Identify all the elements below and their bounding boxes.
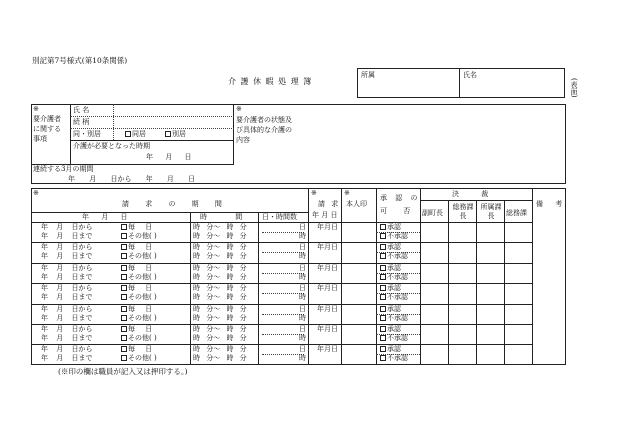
checkbox-icon[interactable] (380, 274, 386, 280)
request-date: 年月日 (317, 325, 338, 333)
approval-header-2: 可 否 (380, 207, 411, 215)
option-every-day[interactable]: 毎 日 (121, 224, 152, 231)
option-every-day[interactable]: 毎 日 (121, 326, 152, 333)
unit-hour: 時 (299, 354, 306, 363)
unit-day: 日 (299, 345, 306, 354)
need-period-date: 年 月 日 (146, 153, 192, 161)
decision-col-dept-head: 所属課長 (480, 203, 502, 220)
decision-header: 決 裁 (452, 190, 489, 198)
self-seal-header: 本人印 (346, 200, 367, 208)
time-range: 時 分～ 時 分 (193, 263, 247, 272)
applicant-state-label-2: び具体的な介護の (236, 126, 292, 134)
checkbox-icon[interactable] (121, 326, 127, 332)
option-other[interactable]: その他( ) (121, 294, 157, 301)
checkbox-icon[interactable] (121, 244, 127, 250)
col-date-header: 年 月 日 (82, 213, 128, 221)
checkbox-icon[interactable] (380, 315, 386, 321)
document-title: 介 護 休 暇 処 理 簿 (228, 77, 313, 86)
unit-day: 日 (299, 223, 306, 231)
time-range: 時 分～ 時 分 (193, 243, 247, 252)
option-every-day[interactable]: 毎 日 (121, 306, 152, 313)
time-range-2: 時 分～ 時 分 (193, 313, 247, 322)
unit-day: 日 (299, 325, 306, 333)
checkbox-icon[interactable] (121, 346, 127, 352)
not-approve-option[interactable]: 不承認 (380, 315, 408, 322)
not-approve-option[interactable]: 不承認 (380, 233, 408, 240)
time-range: 時 分～ 時 分 (193, 304, 247, 313)
approve-option[interactable]: 承認 (380, 306, 401, 313)
unit-day: 日 (299, 304, 306, 313)
self-seal-mark: ※ (344, 189, 350, 197)
row-to-date: 年 月 日まで (41, 272, 93, 281)
approve-option[interactable]: 承認 (380, 224, 401, 231)
col-days-header: 日・時間数 (262, 213, 297, 221)
approve-option[interactable]: 承認 (380, 346, 401, 353)
applicant-name-label: 氏 名 (73, 106, 90, 114)
cohabit-option-separate[interactable]: 別居 (165, 131, 186, 138)
time-range-2: 時 分～ 時 分 (193, 354, 247, 363)
decision-col-general-affairs-head: 総務課長 (452, 203, 474, 220)
table-row (31, 344, 532, 364)
request-date: 年月日 (317, 263, 338, 272)
not-approve-option[interactable]: 不承認 (380, 274, 408, 281)
request-date-header-2: 年 月 日 (312, 211, 338, 219)
unit-hour: 時 (299, 313, 306, 322)
row-from-date: 年 月 日から (41, 223, 93, 231)
checkbox-icon[interactable] (121, 224, 127, 230)
checkbox-icon[interactable] (380, 285, 386, 291)
checkbox-icon[interactable] (121, 294, 127, 300)
option-every-day[interactable]: 毎 日 (121, 346, 152, 353)
time-range: 時 分～ 時 分 (193, 223, 247, 231)
unit-day: 日 (299, 284, 306, 293)
continuous-period-label: 連続する3月の期間 (33, 165, 94, 173)
row-to-date: 年 月 日まで (41, 252, 93, 261)
approve-option[interactable]: 承認 (380, 244, 401, 251)
time-range-2: 時 分～ 時 分 (193, 293, 247, 302)
checkbox-icon[interactable] (380, 346, 386, 352)
table-row (31, 324, 532, 344)
not-approve-option[interactable]: 不承認 (380, 253, 408, 260)
checkbox-icon[interactable] (121, 285, 127, 291)
option-other[interactable]: その他( ) (121, 355, 157, 362)
row-from-date: 年 月 日から (41, 325, 93, 333)
unit-hour: 時 (299, 232, 306, 240)
checkbox-icon[interactable] (380, 253, 386, 259)
option-other[interactable]: その他( ) (121, 253, 157, 260)
table-row (31, 304, 532, 324)
checkbox-icon[interactable] (380, 326, 386, 332)
applicant-relation-label: 続 柄 (73, 118, 90, 126)
time-range-2: 時 分～ 時 分 (193, 252, 247, 261)
option-every-day[interactable]: 毎 日 (121, 285, 152, 292)
applicant-mark: ※ (33, 105, 39, 113)
option-other[interactable]: その他( ) (121, 233, 157, 240)
row-to-date: 年 月 日まで (41, 232, 93, 240)
row-to-date: 年 月 日まで (41, 354, 93, 363)
checkbox-icon[interactable] (380, 306, 386, 312)
checkbox-icon[interactable] (380, 233, 386, 239)
table-row (31, 263, 532, 283)
side-note: (表面) (570, 78, 578, 98)
row-to-date: 年 月 日まで (41, 293, 93, 302)
unit-hour: 時 (299, 252, 306, 261)
continuous-period-range: 年 月 日から 年 月 日 (68, 175, 196, 183)
table-row (31, 283, 532, 303)
request-date: 年月日 (317, 284, 338, 293)
option-other[interactable]: その他( ) (121, 315, 157, 322)
row-from-date: 年 月 日から (41, 263, 93, 272)
table-row (31, 242, 532, 262)
applicant-section-label-1: 要介護者 (33, 115, 61, 123)
claims-period-header: 請 求 の 期 間 (122, 200, 222, 208)
not-approve-option[interactable]: 不承認 (380, 355, 408, 362)
unit-day: 日 (299, 243, 306, 252)
decision-col-general-affairs: 総務課 (506, 209, 527, 217)
request-date: 年月日 (317, 304, 338, 313)
option-other[interactable]: その他( ) (121, 274, 157, 281)
unit-hour: 時 (299, 293, 306, 302)
checkbox-icon[interactable] (125, 131, 131, 137)
checkbox-icon[interactable] (380, 355, 386, 361)
time-range: 時 分～ 時 分 (193, 325, 247, 333)
unit-day: 日 (299, 263, 306, 272)
checkbox-icon[interactable] (380, 224, 386, 230)
row-from-date: 年 月 日から (41, 345, 93, 354)
option-every-day[interactable]: 毎 日 (121, 244, 152, 251)
checkbox-icon[interactable] (121, 335, 127, 341)
unit-hour: 時 (299, 334, 306, 342)
not-approve-option[interactable]: 不承認 (380, 335, 408, 342)
approval-header-1: 承 認 の (380, 194, 418, 202)
affiliation-label: 所属 (361, 71, 375, 79)
footnote: (※印の欄は職員が記入又は押印する。) (58, 367, 188, 376)
row-to-date: 年 月 日まで (41, 334, 93, 342)
checkbox-icon[interactable] (121, 253, 127, 259)
checkbox-icon[interactable] (121, 265, 127, 271)
time-range: 時 分～ 時 分 (193, 345, 247, 354)
checkbox-icon[interactable] (380, 335, 386, 341)
applicant-cohabit-label: 同・別居 (73, 130, 101, 138)
approve-option[interactable]: 承認 (380, 285, 401, 292)
applicant-state-label-3: 内容 (236, 136, 250, 144)
col-time-header: 時 間 (200, 213, 243, 221)
option-every-day[interactable]: 毎 日 (121, 265, 152, 272)
checkbox-icon[interactable] (121, 233, 127, 239)
table-row (31, 222, 532, 242)
time-range: 時 分～ 時 分 (193, 284, 247, 293)
cohabit-option-same[interactable]: 同居 (125, 131, 146, 138)
decision-col-vice-mayor: 副町長 (422, 209, 443, 217)
time-range-2: 時 分～ 時 分 (193, 334, 247, 342)
claims-mark: ※ (33, 189, 39, 197)
checkbox-icon[interactable] (121, 315, 127, 321)
remarks-header: 備 考 (536, 200, 563, 208)
approve-option[interactable]: 承認 (380, 326, 401, 333)
not-approve-option[interactable]: 不承認 (380, 294, 408, 301)
checkbox-icon[interactable] (121, 355, 127, 361)
name-label: 氏名 (463, 71, 477, 79)
checkbox-icon[interactable] (380, 244, 386, 250)
applicant-state-label-1: 要介護者の状態及 (236, 116, 292, 124)
row-from-date: 年 月 日から (41, 304, 93, 313)
request-date: 年月日 (317, 345, 338, 354)
option-other[interactable]: その他( ) (121, 335, 157, 342)
row-from-date: 年 月 日から (41, 243, 93, 252)
request-date: 年月日 (317, 223, 338, 231)
checkbox-icon[interactable] (380, 265, 386, 271)
time-range-2: 時 分～ 時 分 (193, 232, 247, 240)
row-to-date: 年 月 日まで (41, 313, 93, 322)
need-period-label: 介護が必要となった時期 (73, 142, 150, 150)
request-date-mark: ※ (311, 189, 317, 197)
checkbox-icon[interactable] (121, 274, 127, 280)
checkbox-icon[interactable] (121, 306, 127, 312)
time-range-2: 時 分～ 時 分 (193, 272, 247, 281)
row-from-date: 年 月 日から (41, 284, 93, 293)
applicant-section-label-2: に関する (33, 125, 61, 133)
checkbox-icon[interactable] (165, 131, 171, 137)
request-date: 年月日 (317, 243, 338, 252)
approve-option[interactable]: 承認 (380, 265, 401, 272)
applicant-state-mark: ※ (236, 105, 242, 113)
unit-hour: 時 (299, 272, 306, 281)
checkbox-icon[interactable] (380, 294, 386, 300)
request-date-header-1: 請 求 (318, 200, 339, 208)
form-number: 別記第7号様式(第10条関係) (32, 56, 128, 65)
applicant-section-label-3: 事項 (33, 135, 47, 143)
